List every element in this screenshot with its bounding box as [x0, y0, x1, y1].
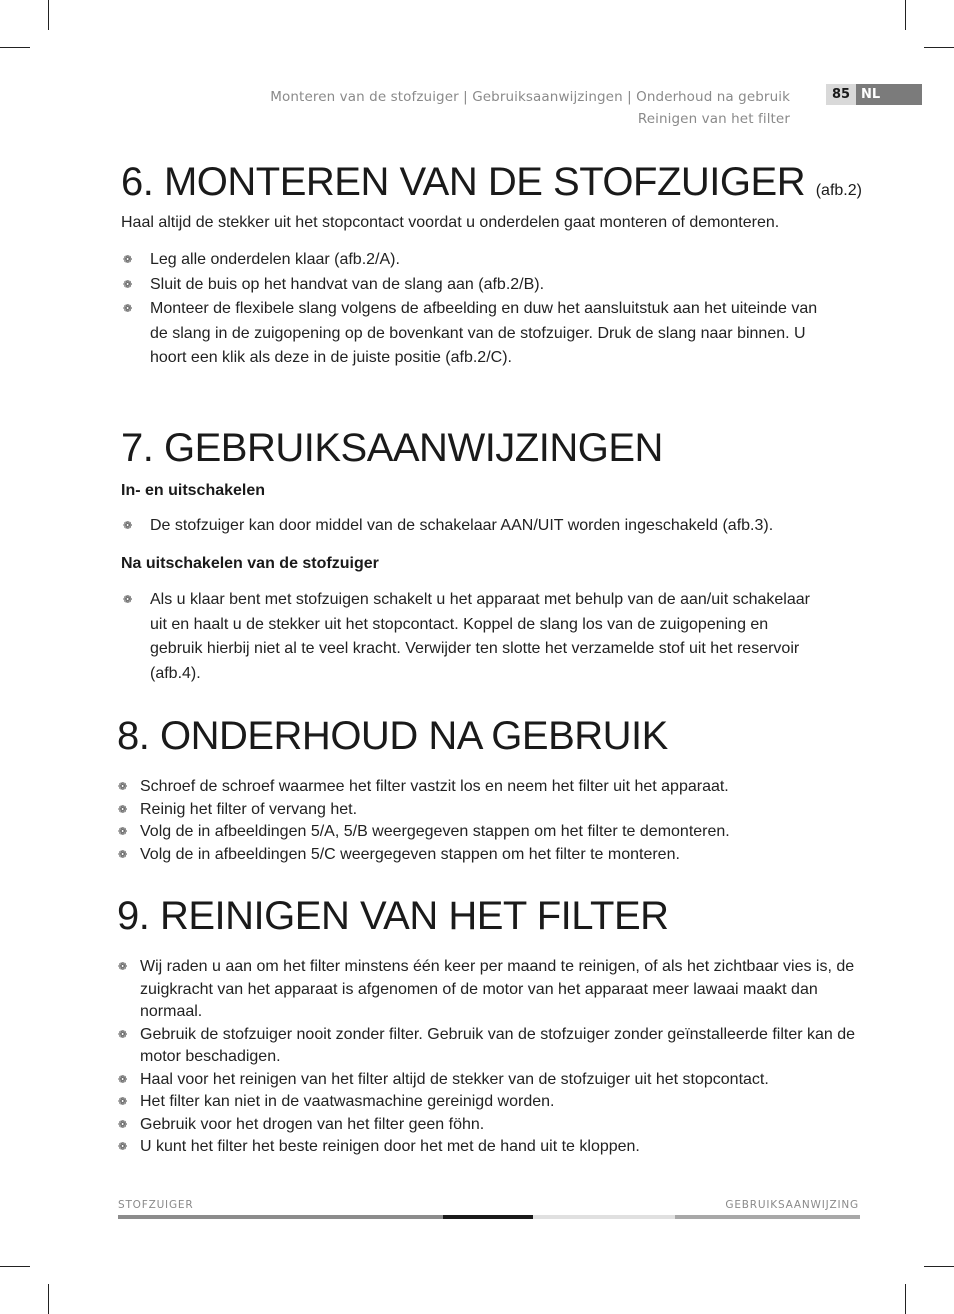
section-6-intro: Haal altijd de stekker uit het stopcontact voordat u onderdelen gaat monteren of demonteren.: [121, 214, 780, 231]
crop-mark: [0, 47, 30, 48]
crop-mark: [48, 1284, 49, 1314]
section-6-title: [121, 160, 862, 213]
list-item-text: Als u klaar bent met stofzuigen schakelt u het apparaat met behulp van de aan/uit schakelaar uit en haalt u de stekker uit het stopcontact. Koppel de slang los van de zuigopening en gebruik hierbij niet al te veel kracht. Verwijder ten slotte het verzamelde stof uit het reservoir (afb.4).: [150, 591, 810, 682]
footer-bar-segment: [118, 1215, 443, 1219]
list-item: [121, 273, 821, 298]
breadcrumb-line-2: Reinigen van het filter: [637, 111, 790, 127]
crop-mark: [924, 47, 954, 48]
list-item-text: De stofzuiger kan door middel van de schakelaar AAN/UIT worden ingeschakeld (afb.3).: [150, 517, 774, 534]
breadcrumb-line-1: Monteren van de stofzuiger | Gebruiksaanwijzingen | Onderhoud na gebruik: [270, 89, 790, 105]
section-7-list-2: [121, 588, 816, 686]
section-8-title: 8. ONDERHOUD NA GEBRUIK: [117, 714, 668, 758]
list-item-text: Gebruik de stofzuiger nooit zonder filter. Gebruik van de stofzuiger zonder geïnstalleerde filter kan de motor beschadigen.: [140, 1025, 856, 1065]
flower-bullet-icon: ❁: [123, 278, 133, 291]
section-6-title-text: 6. MONTEREN VAN DE STOFZUIGER: [121, 160, 806, 204]
list-item: [117, 821, 862, 844]
section-6-title-ref: (afb.2): [815, 182, 862, 199]
flower-bullet-icon: ❁: [118, 961, 128, 973]
section-9-list: [117, 956, 862, 1159]
list-item-text: U kunt het filter het beste reinigen door het met de hand uit te kloppen.: [140, 1138, 640, 1155]
list-item: [117, 776, 862, 799]
list-item-text: Schroef de schroef waarmee het filter vastzit los en neem het filter uit het apparaat.: [140, 778, 729, 795]
flower-bullet-icon: ❁: [118, 1118, 128, 1131]
language-label: NL: [856, 84, 922, 105]
list-item: [121, 248, 821, 273]
list-item-text: Reinig het filter of vervang het.: [140, 800, 358, 818]
footer-bar-segment: [443, 1215, 533, 1219]
section-9-title: 9. REINIGEN VAN HET FILTER: [117, 894, 669, 938]
flower-bullet-icon: ❁: [123, 594, 133, 606]
list-item: [117, 1069, 862, 1092]
flower-bullet-icon: ❁: [123, 520, 133, 532]
section-7-title: 7. GEBRUIKSAANWIJZINGEN: [121, 426, 663, 470]
list-item-text: Volg de in afbeeldingen 5/A, 5/B weergegeven stappen om het filter te demonteren.: [140, 823, 730, 840]
crop-mark: [924, 1266, 954, 1267]
list-item-text: Gebruik voor het drogen van het filter geen föhn.: [140, 1115, 485, 1133]
list-item: [117, 1136, 862, 1159]
list-item: [117, 1114, 862, 1137]
footer-right: GEBRUIKSAANWIJZING: [725, 1199, 859, 1211]
flower-bullet-icon: ❁: [118, 1096, 128, 1108]
list-item: [117, 956, 862, 1024]
flower-bullet-icon: ❁: [118, 803, 128, 816]
list-item-text: Volg de in afbeeldingen 5/C weergegeven stappen om het filter te monteren.: [140, 845, 680, 863]
list-item: [121, 588, 816, 686]
list-item: [117, 1091, 862, 1114]
list-item-text: Monteer de flexibele slang volgens de afbeelding en duw het aansluitstuk aan het uiteinde van de slang in de zuigopening op de bovenkant van de stofzuiger. Druk de slang naar binnen. U hoort een klik als deze in de juiste positie (afb.2/C).: [150, 300, 818, 366]
list-item-text: Leg alle onderdelen klaar (afb.2/A).: [150, 251, 400, 268]
crop-mark: [905, 0, 906, 30]
section-7-subheading-2: Na uitschakelen van de stofzuiger: [121, 555, 379, 572]
flower-bullet-icon: ❁: [123, 254, 133, 266]
flower-bullet-icon: ❁: [123, 303, 133, 315]
crop-mark: [905, 1284, 906, 1314]
page-tab: [826, 84, 922, 105]
section-6-list: [121, 248, 821, 371]
list-item: [117, 799, 862, 822]
running-header: [270, 86, 790, 130]
flower-bullet-icon: ❁: [118, 848, 128, 861]
list-item: [117, 844, 862, 867]
list-item: [117, 1024, 862, 1069]
section-8-list: [117, 776, 862, 866]
list-item-text: Sluit de buis op het handvat van de slang aan (afb.2/B).: [150, 275, 545, 293]
crop-mark: [48, 0, 49, 30]
flower-bullet-icon: ❁: [118, 1141, 128, 1153]
flower-bullet-icon: ❁: [118, 1028, 128, 1041]
list-item: [121, 297, 821, 371]
section-7-list-1: [121, 514, 821, 539]
list-item-text: Het filter kan niet in de vaatwasmachine gereinigd worden.: [140, 1093, 555, 1110]
section-7-subheading-1: In- en uitschakelen: [121, 482, 266, 499]
flower-bullet-icon: ❁: [118, 1073, 128, 1086]
list-item-text: Wij raden u aan om het filter minstens één keer per maand te reinigen, of als het zichtbaar vies is, de zuigkracht van het apparaat is afgenomen of de motor van het apparaat meer lawaai maakt dan normaal.: [140, 958, 855, 1020]
list-item-text: Haal voor het reinigen van het filter altijd de stekker van de stofzuiger uit het stopcontact.: [140, 1070, 769, 1088]
crop-mark: [0, 1266, 30, 1267]
list-item: [121, 514, 821, 539]
flower-bullet-icon: ❁: [118, 826, 128, 838]
page-number: 85: [826, 84, 856, 105]
footer-left: STOFZUIGER: [118, 1199, 194, 1211]
flower-bullet-icon: ❁: [118, 781, 128, 793]
footer-bar-segment: [675, 1215, 860, 1219]
footer-bar-segment: [533, 1215, 675, 1219]
